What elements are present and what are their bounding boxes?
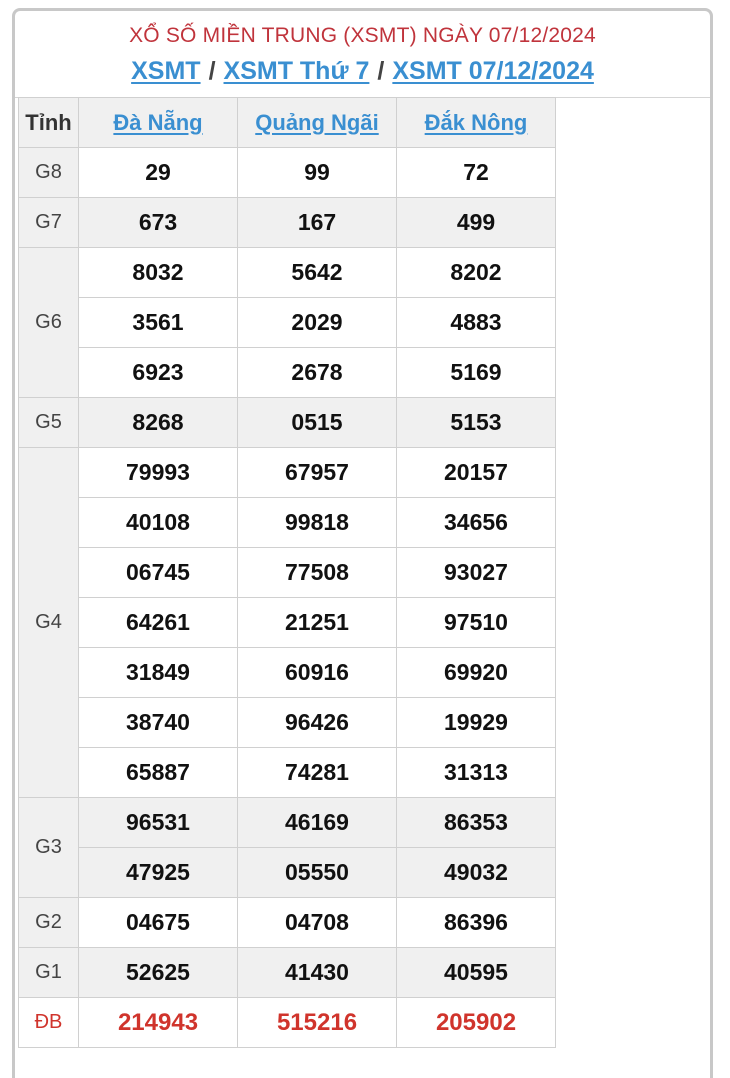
prize-label: G8 (19, 148, 79, 198)
prize-number: 96426 (238, 698, 397, 748)
prize-label: G3 (19, 798, 79, 898)
prize-number: 86353 (397, 798, 556, 848)
table-row (19, 298, 556, 348)
table-row (19, 598, 556, 648)
breadcrumb-link-xsmt[interactable]: XSMT (131, 57, 201, 85)
breadcrumb-separator: / (208, 57, 216, 85)
prize-label: G1 (19, 948, 79, 998)
prize-number: 499 (397, 198, 556, 248)
table-row (19, 548, 556, 598)
column-header-quang-ngai (238, 98, 397, 148)
table-row (19, 448, 556, 498)
page-header (15, 11, 710, 98)
prize-number: 64261 (79, 598, 238, 648)
table-row (19, 848, 556, 898)
prize-number: 49032 (397, 848, 556, 898)
prize-number: 19929 (397, 698, 556, 748)
prize-number: 04675 (79, 898, 238, 948)
prize-number: 6923 (79, 348, 238, 398)
results-table (18, 97, 556, 1048)
prize-number: 93027 (397, 548, 556, 598)
prize-number: 5642 (238, 248, 397, 298)
table-row (19, 198, 556, 248)
prize-label: G6 (19, 248, 79, 398)
province-link-quang-ngai[interactable]: Quảng Ngãi (255, 109, 379, 135)
prize-number: 5153 (397, 398, 556, 448)
column-header-da-nang (79, 98, 238, 148)
results-body (19, 148, 556, 1048)
table-row (19, 748, 556, 798)
special-prize-number: 214943 (79, 998, 238, 1048)
prize-label: G7 (19, 198, 79, 248)
prize-number: 31849 (79, 648, 238, 698)
breadcrumb-separator: / (377, 57, 385, 85)
prize-number: 97510 (397, 598, 556, 648)
province-link-dak-nong[interactable]: Đắk Nông (424, 109, 528, 135)
prize-number: 41430 (238, 948, 397, 998)
prize-number: 38740 (79, 698, 238, 748)
prize-number: 34656 (397, 498, 556, 548)
prize-number: 8032 (79, 248, 238, 298)
prize-number: 52625 (79, 948, 238, 998)
province-link-da-nang[interactable]: Đà Nẵng (113, 109, 203, 135)
prize-number: 05550 (238, 848, 397, 898)
prize-number: 673 (79, 198, 238, 248)
table-row (19, 148, 556, 198)
table-row (19, 498, 556, 548)
prize-label: G4 (19, 448, 79, 798)
prize-number: 46169 (238, 798, 397, 848)
prize-number: 99 (238, 148, 397, 198)
prize-number: 8268 (79, 398, 238, 448)
table-row (19, 248, 556, 298)
prize-label: G5 (19, 398, 79, 448)
prize-number: 167 (238, 198, 397, 248)
prize-number: 31313 (397, 748, 556, 798)
prize-number: 67957 (238, 448, 397, 498)
breadcrumb-link-xsmt-date[interactable]: XSMT 07/12/2024 (392, 57, 594, 85)
prize-number: 60916 (238, 648, 397, 698)
prize-number: 2029 (238, 298, 397, 348)
prize-number: 20157 (397, 448, 556, 498)
table-row (19, 798, 556, 848)
prize-number: 06745 (79, 548, 238, 598)
prize-number: 69920 (397, 648, 556, 698)
table-row (19, 698, 556, 748)
prize-number: 47925 (79, 848, 238, 898)
prize-number: 74281 (238, 748, 397, 798)
special-prize-number: 205902 (397, 998, 556, 1048)
table-row (19, 648, 556, 698)
breadcrumb-link-xsmt-thu-7[interactable]: XSMT Thứ 7 (223, 57, 370, 85)
prize-number: 2678 (238, 348, 397, 398)
table-row (19, 398, 556, 448)
table-row (19, 998, 556, 1048)
page-title: XỔ SỐ MIỀN TRUNG (XSMT) NGÀY 07/12/2024 (129, 24, 596, 47)
column-header-dak-nong (397, 98, 556, 148)
special-prize-number: 515216 (238, 998, 397, 1048)
prize-number: 79993 (79, 448, 238, 498)
prize-number: 29 (79, 148, 238, 198)
prize-number: 40595 (397, 948, 556, 998)
table-row (19, 898, 556, 948)
prize-number: 40108 (79, 498, 238, 548)
column-header-province: Tỉnh (19, 98, 79, 148)
prize-label: G2 (19, 898, 79, 948)
prize-number: 72 (397, 148, 556, 198)
prize-number: 04708 (238, 898, 397, 948)
breadcrumb (15, 57, 710, 86)
prize-number: 5169 (397, 348, 556, 398)
prize-number: 96531 (79, 798, 238, 848)
prize-number: 77508 (238, 548, 397, 598)
prize-label: ĐB (19, 998, 79, 1048)
prize-number: 86396 (397, 898, 556, 948)
prize-number: 99818 (238, 498, 397, 548)
table-row (19, 948, 556, 998)
prize-number: 65887 (79, 748, 238, 798)
prize-number: 4883 (397, 298, 556, 348)
prize-number: 21251 (238, 598, 397, 648)
prize-number: 8202 (397, 248, 556, 298)
table-header-row (19, 98, 556, 148)
prize-number: 0515 (238, 398, 397, 448)
table-row (19, 348, 556, 398)
prize-number: 3561 (79, 298, 238, 348)
